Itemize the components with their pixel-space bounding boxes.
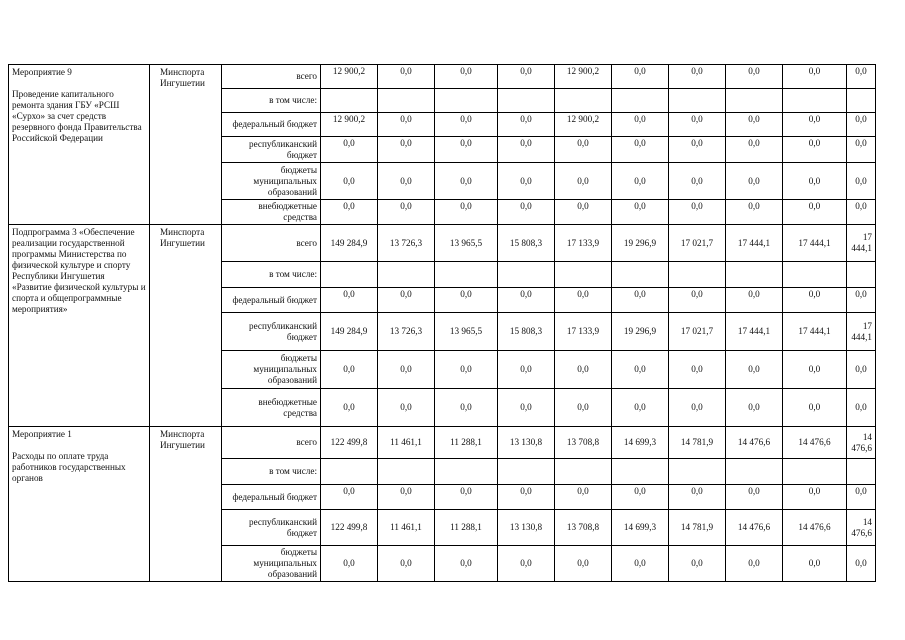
amount-cell (726, 89, 783, 113)
amount-cell: 13 130,8 (498, 427, 555, 459)
funding-source-cell: республиканский бюджет (222, 313, 321, 351)
amount-cell: 0,0 (726, 485, 783, 510)
amount-cell: 14 781,9 (669, 510, 726, 546)
amount-cell: 149 284,9 (321, 225, 378, 262)
amount-cell: 13 708,8 (555, 427, 612, 459)
amount-cell: 14 699,3 (612, 510, 669, 546)
amount-cell (726, 459, 783, 485)
amount-cell: 13 965,5 (435, 313, 498, 351)
activity-name-text: Мероприятие 1 (12, 429, 72, 439)
amount-cell: 12 900,2 (321, 113, 378, 137)
amount-cell: 0,0 (612, 546, 669, 582)
amount-cell: 0,0 (555, 288, 612, 313)
amount-cell (378, 459, 435, 485)
amount-cell (669, 459, 726, 485)
amount-cell: 0,0 (498, 65, 555, 89)
amount-cell: 0,0 (321, 163, 378, 200)
amount-cell: 0,0 (726, 546, 783, 582)
amount-cell: 0,0 (783, 137, 847, 163)
amount-cell: 0,0 (321, 288, 378, 313)
amount-cell: 17 021,7 (669, 225, 726, 262)
amount-cell: 0,0 (378, 351, 435, 389)
amount-cell: 0,0 (555, 351, 612, 389)
amount-cell: 17 021,7 (669, 313, 726, 351)
table-row (9, 225, 876, 262)
funding-source-cell: бюджеты муниципальных образований (222, 163, 321, 200)
amount-cell: 14 476,6 (783, 510, 847, 546)
amount-cell: 0,0 (669, 288, 726, 313)
amount-cell: 0,0 (378, 163, 435, 200)
amount-cell (783, 459, 847, 485)
amount-cell: 17 444,1 (847, 225, 876, 262)
amount-cell (612, 459, 669, 485)
amount-cell: 0,0 (378, 200, 435, 225)
budget-table (8, 64, 876, 582)
amount-cell: 17 444,1 (783, 225, 847, 262)
amount-cell: 0,0 (435, 389, 498, 427)
amount-cell: 12 900,2 (555, 113, 612, 137)
executor-cell: Минспорта Ингушетии (150, 427, 222, 582)
amount-cell: 0,0 (555, 200, 612, 225)
amount-cell: 0,0 (555, 163, 612, 200)
amount-cell (378, 89, 435, 113)
amount-cell: 0,0 (783, 546, 847, 582)
amount-cell: 0,0 (612, 389, 669, 427)
table-row (9, 65, 876, 89)
amount-cell: 11 461,1 (378, 427, 435, 459)
funding-source-cell: в том числе: (222, 89, 321, 113)
amount-cell (378, 262, 435, 288)
amount-cell: 0,0 (726, 113, 783, 137)
amount-cell: 17 444,1 (726, 313, 783, 351)
amount-cell: 0,0 (435, 546, 498, 582)
funding-source-cell: бюджеты муниципальных образований (222, 351, 321, 389)
amount-cell: 0,0 (498, 163, 555, 200)
amount-cell: 0,0 (378, 546, 435, 582)
amount-cell: 0,0 (321, 389, 378, 427)
amount-cell: 0,0 (612, 65, 669, 89)
amount-cell (555, 262, 612, 288)
executor-cell: Минспорта Ингушетии (150, 225, 222, 427)
amount-cell: 0,0 (783, 113, 847, 137)
amount-cell: 0,0 (321, 200, 378, 225)
amount-cell: 0,0 (378, 65, 435, 89)
amount-cell: 0,0 (669, 351, 726, 389)
amount-cell: 14 476,6 (726, 427, 783, 459)
amount-cell: 0,0 (847, 113, 876, 137)
amount-cell: 0,0 (847, 389, 876, 427)
amount-cell: 0,0 (435, 485, 498, 510)
amount-cell: 0,0 (498, 485, 555, 510)
table-row (9, 427, 876, 459)
amount-cell: 0,0 (378, 137, 435, 163)
amount-cell: 0,0 (555, 137, 612, 163)
amount-cell: 17 444,1 (847, 313, 876, 351)
amount-cell: 122 499,8 (321, 510, 378, 546)
amount-cell: 11 461,1 (378, 510, 435, 546)
amount-cell: 0,0 (669, 65, 726, 89)
funding-source-cell: всего (222, 225, 321, 262)
amount-cell: 0,0 (435, 113, 498, 137)
amount-cell: 15 808,3 (498, 225, 555, 262)
funding-source-cell: федеральный бюджет (222, 113, 321, 137)
activity-name-text: Мероприятие 9 (12, 67, 72, 77)
amount-cell: 0,0 (612, 200, 669, 225)
amount-cell: 14 476,6 (847, 427, 876, 459)
amount-cell (555, 459, 612, 485)
amount-cell (847, 89, 876, 113)
amount-cell: 0,0 (612, 113, 669, 137)
amount-cell: 0,0 (378, 288, 435, 313)
amount-cell: 13 726,3 (378, 225, 435, 262)
amount-cell: 0,0 (669, 163, 726, 200)
amount-cell: 0,0 (498, 200, 555, 225)
amount-cell (435, 89, 498, 113)
amount-cell: 0,0 (783, 288, 847, 313)
amount-cell: 0,0 (498, 137, 555, 163)
amount-cell: 0,0 (435, 288, 498, 313)
amount-cell (612, 89, 669, 113)
amount-cell: 0,0 (498, 288, 555, 313)
funding-source-cell: всего (222, 427, 321, 459)
amount-cell: 0,0 (726, 288, 783, 313)
amount-cell: 14 476,6 (783, 427, 847, 459)
amount-cell: 0,0 (847, 351, 876, 389)
amount-cell: 122 499,8 (321, 427, 378, 459)
amount-cell (435, 262, 498, 288)
amount-cell: 17 444,1 (783, 313, 847, 351)
amount-cell: 14 476,6 (726, 510, 783, 546)
amount-cell: 0,0 (726, 137, 783, 163)
amount-cell: 0,0 (669, 137, 726, 163)
amount-cell (321, 459, 378, 485)
amount-cell: 19 296,9 (612, 313, 669, 351)
amount-cell (498, 262, 555, 288)
activity-name-text: Расходы по оплате труда работников государственных органов (12, 451, 126, 483)
amount-cell: 0,0 (321, 485, 378, 510)
amount-cell: 0,0 (321, 546, 378, 582)
amount-cell: 0,0 (847, 200, 876, 225)
amount-cell: 0,0 (669, 113, 726, 137)
amount-cell: 0,0 (669, 389, 726, 427)
amount-cell: 0,0 (783, 389, 847, 427)
funding-source-cell: республиканский бюджет (222, 137, 321, 163)
amount-cell (669, 89, 726, 113)
amount-cell (783, 89, 847, 113)
amount-cell: 17 133,9 (555, 313, 612, 351)
amount-cell: 0,0 (435, 351, 498, 389)
amount-cell: 149 284,9 (321, 313, 378, 351)
amount-cell: 0,0 (783, 200, 847, 225)
amount-cell: 19 296,9 (612, 225, 669, 262)
amount-cell: 14 699,3 (612, 427, 669, 459)
amount-cell (612, 262, 669, 288)
amount-cell: 0,0 (783, 485, 847, 510)
activity-name-cell (9, 65, 150, 225)
activity-name-text: Подпрограмма 3 «Обеспечение реализации государственной программы Министерства по физической культуре и спорту Республики Ингушетия «Развитие физической культуры и спорта и общепрограммные мероприятия» (12, 227, 146, 314)
amount-cell: 0,0 (435, 65, 498, 89)
amount-cell (847, 262, 876, 288)
amount-cell: 0,0 (847, 546, 876, 582)
funding-source-cell: федеральный бюджет (222, 485, 321, 510)
amount-cell: 17 444,1 (726, 225, 783, 262)
amount-cell: 0,0 (783, 163, 847, 200)
amount-cell (498, 89, 555, 113)
amount-cell: 0,0 (555, 485, 612, 510)
amount-cell (321, 89, 378, 113)
amount-cell: 0,0 (726, 389, 783, 427)
amount-cell (435, 459, 498, 485)
amount-cell: 0,0 (669, 546, 726, 582)
amount-cell: 14 781,9 (669, 427, 726, 459)
funding-source-cell: внебюджетные средства (222, 200, 321, 225)
amount-cell: 0,0 (498, 351, 555, 389)
amount-cell (498, 459, 555, 485)
amount-cell: 0,0 (612, 163, 669, 200)
amount-cell: 15 808,3 (498, 313, 555, 351)
amount-cell: 17 133,9 (555, 225, 612, 262)
amount-cell: 14 476,6 (847, 510, 876, 546)
amount-cell: 0,0 (378, 389, 435, 427)
amount-cell: 12 900,2 (555, 65, 612, 89)
amount-cell (321, 262, 378, 288)
amount-cell: 0,0 (435, 163, 498, 200)
funding-source-cell: федеральный бюджет (222, 288, 321, 313)
activity-name-text: Проведение капитального ремонта здания ГБУ «РСШ «Сурхо» за счет средств резервного фонда Правительства Российской Федерации (12, 89, 142, 143)
activity-name-cell (9, 427, 150, 582)
amount-cell: 0,0 (612, 137, 669, 163)
amount-cell: 0,0 (669, 200, 726, 225)
amount-cell: 0,0 (669, 485, 726, 510)
executor-cell: Минспорта Ингушетии (150, 65, 222, 225)
amount-cell (783, 262, 847, 288)
amount-cell: 0,0 (726, 163, 783, 200)
funding-source-cell: бюджеты муниципальных образований (222, 546, 321, 582)
amount-cell: 13 130,8 (498, 510, 555, 546)
amount-cell: 0,0 (435, 137, 498, 163)
amount-cell: 0,0 (847, 137, 876, 163)
amount-cell: 0,0 (378, 485, 435, 510)
amount-cell: 13 965,5 (435, 225, 498, 262)
funding-source-cell: в том числе: (222, 262, 321, 288)
funding-source-cell: внебюджетные средства (222, 389, 321, 427)
amount-cell: 0,0 (555, 389, 612, 427)
amount-cell: 0,0 (498, 546, 555, 582)
amount-cell: 0,0 (321, 351, 378, 389)
amount-cell: 0,0 (498, 389, 555, 427)
amount-cell: 0,0 (498, 113, 555, 137)
amount-cell: 0,0 (847, 65, 876, 89)
amount-cell: 0,0 (612, 288, 669, 313)
amount-cell: 0,0 (726, 65, 783, 89)
funding-source-cell: в том числе: (222, 459, 321, 485)
amount-cell: 13 726,3 (378, 313, 435, 351)
amount-cell: 11 288,1 (435, 510, 498, 546)
funding-source-cell: республиканский бюджет (222, 510, 321, 546)
amount-cell: 0,0 (726, 351, 783, 389)
amount-cell: 0,0 (783, 65, 847, 89)
amount-cell: 0,0 (321, 137, 378, 163)
amount-cell (726, 262, 783, 288)
amount-cell (669, 262, 726, 288)
amount-cell: 0,0 (847, 485, 876, 510)
amount-cell (555, 89, 612, 113)
amount-cell: 0,0 (847, 163, 876, 200)
amount-cell (847, 459, 876, 485)
amount-cell: 12 900,2 (321, 65, 378, 89)
amount-cell: 0,0 (612, 351, 669, 389)
amount-cell: 11 288,1 (435, 427, 498, 459)
amount-cell: 0,0 (378, 113, 435, 137)
amount-cell: 0,0 (847, 288, 876, 313)
funding-source-cell: всего (222, 65, 321, 89)
activity-name-cell (9, 225, 150, 427)
amount-cell: 0,0 (726, 200, 783, 225)
amount-cell: 0,0 (612, 485, 669, 510)
amount-cell: 13 708,8 (555, 510, 612, 546)
amount-cell: 0,0 (555, 546, 612, 582)
amount-cell: 0,0 (435, 200, 498, 225)
amount-cell: 0,0 (783, 351, 847, 389)
